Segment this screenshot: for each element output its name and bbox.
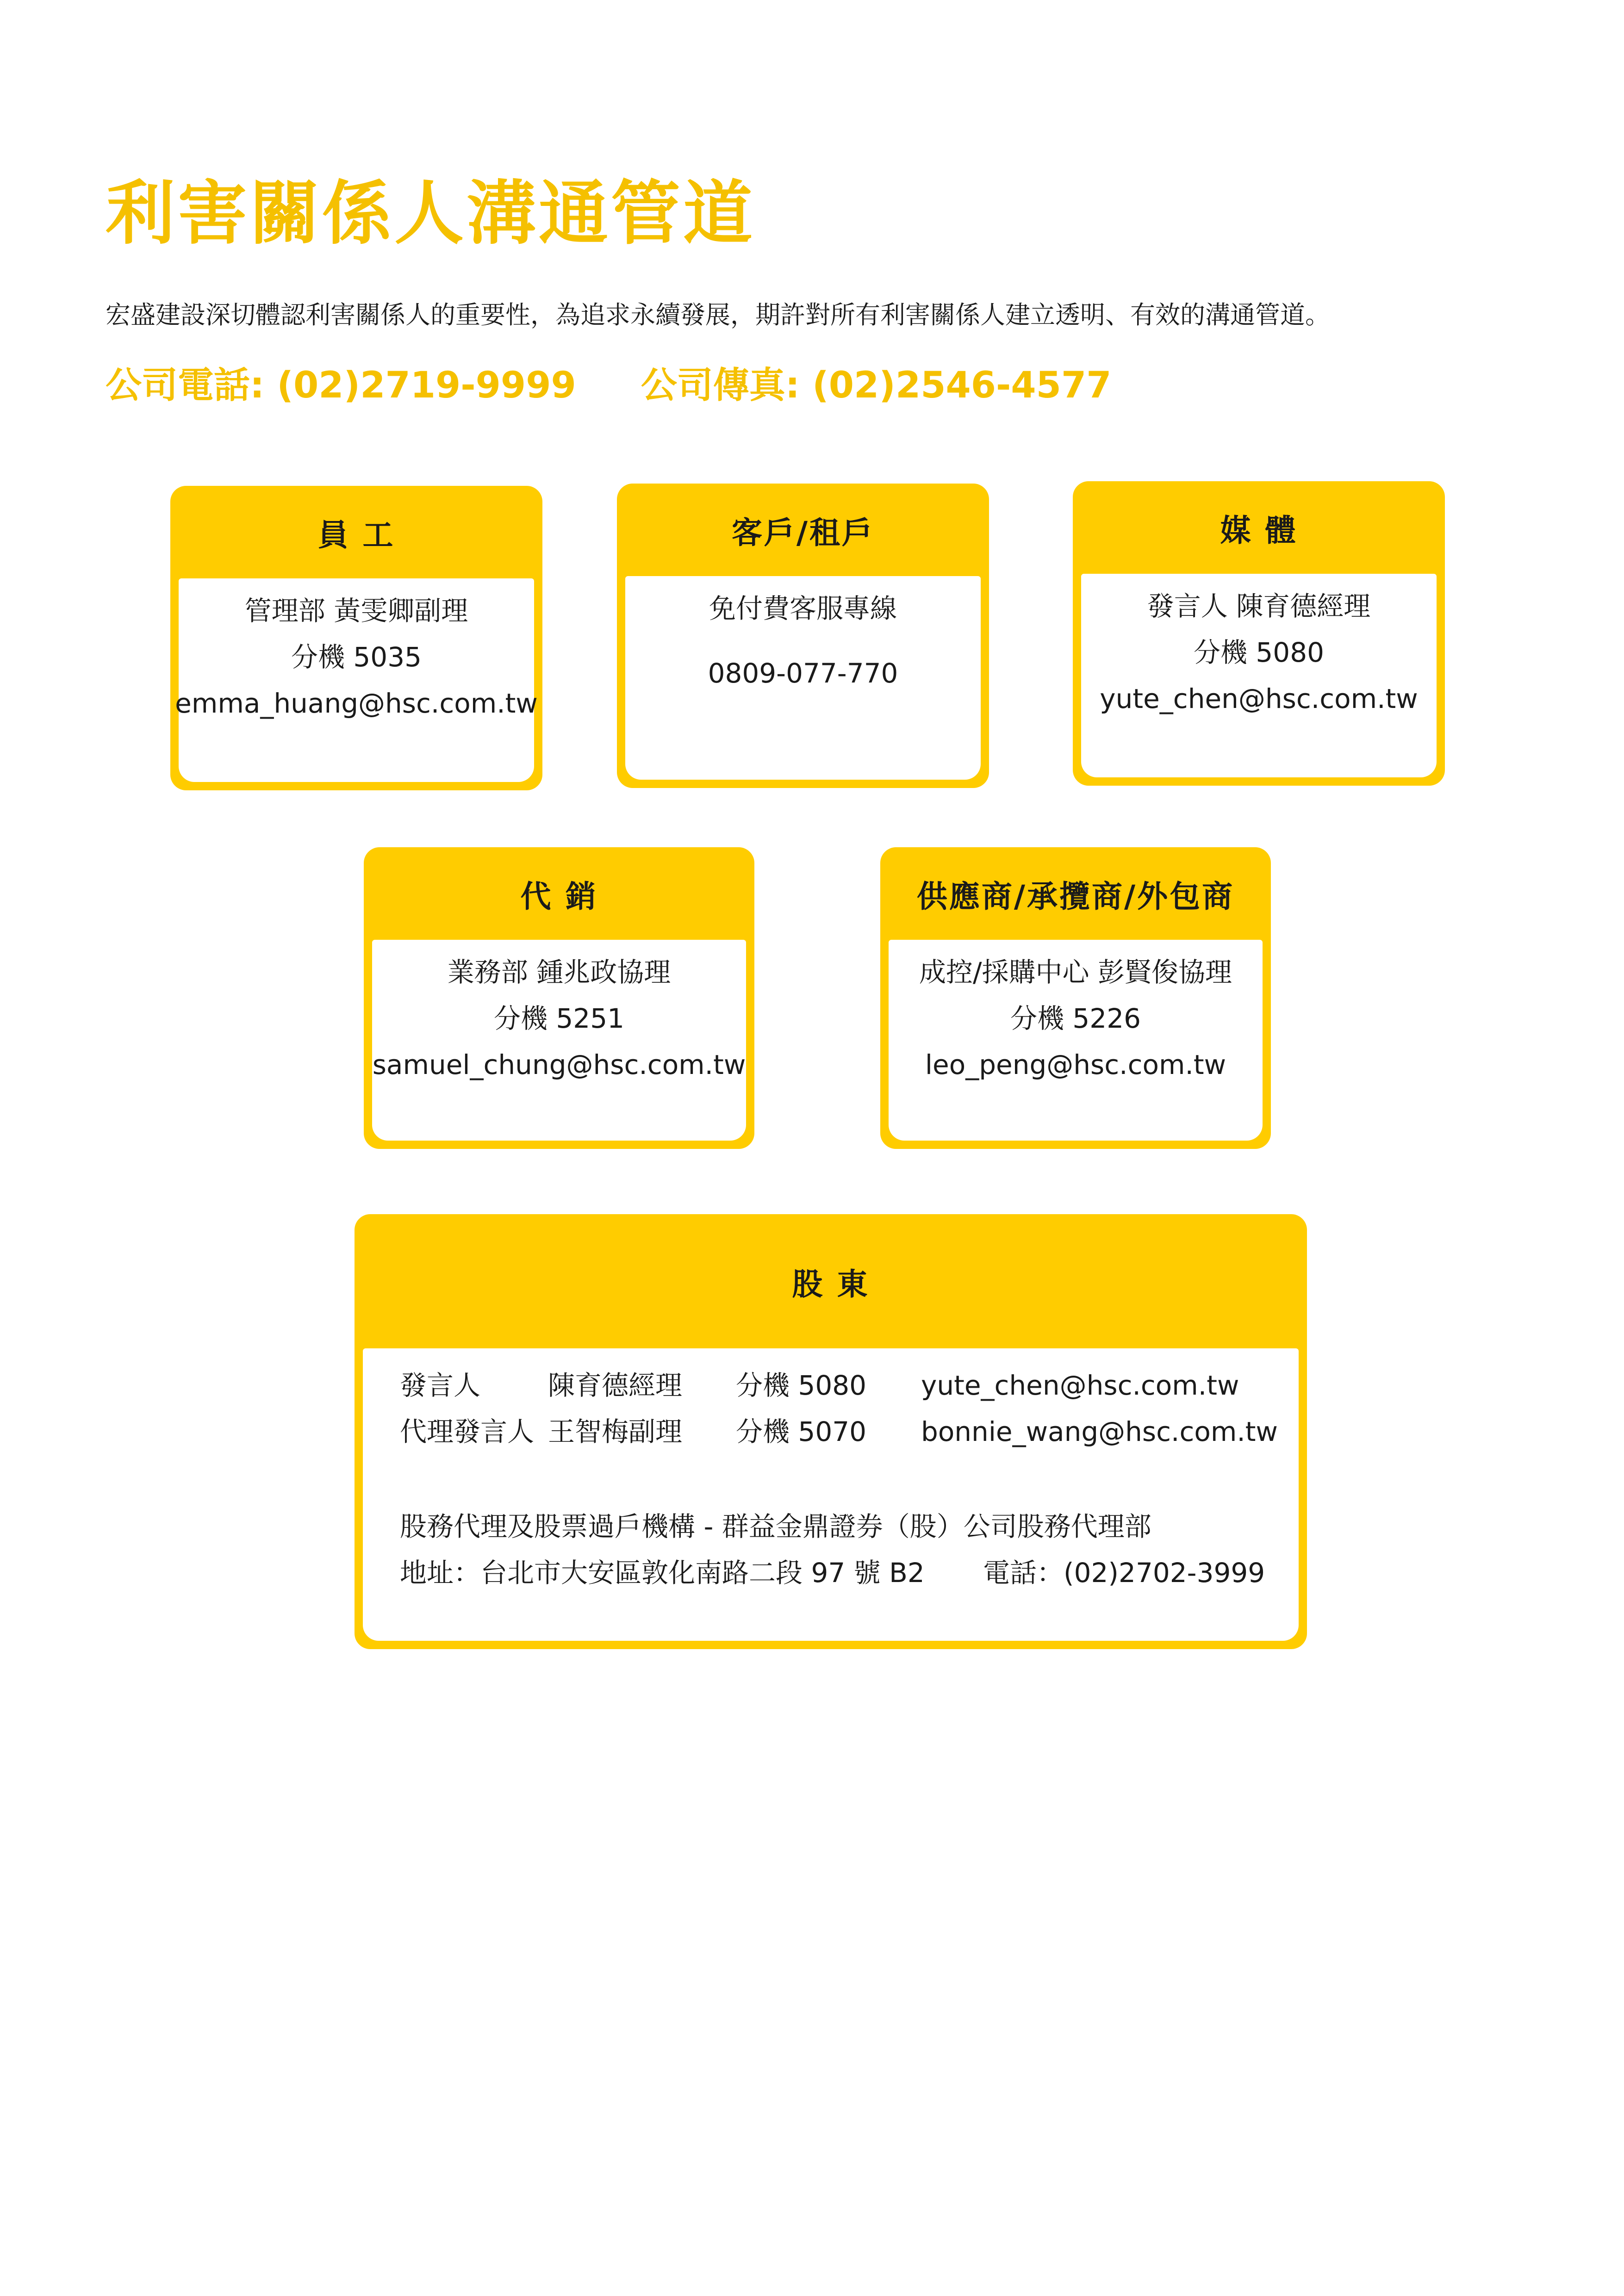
company-phone: 公司電話: (02)2719-9999 — [106, 365, 576, 406]
shareholder-role: 發言人 — [400, 1370, 481, 1401]
media-email[interactable]: yute_chen@hsc.com.tw — [1100, 683, 1418, 714]
card-employee-title: 員 工 — [317, 517, 395, 553]
card-employee — [170, 486, 542, 790]
shareholder-row — [400, 1409, 1299, 1455]
card-sales-body — [372, 940, 746, 1141]
intro-text: 宏盛建設深切體認利害關係人的重要性，為追求永續發展，期許對所有利害關係人建立透明、有效的溝通管道。 — [106, 300, 1330, 329]
company-contact — [106, 356, 1112, 408]
media-extension: 分機 5080 — [1193, 637, 1325, 668]
card-supplier — [880, 847, 1271, 1149]
card-customer — [617, 484, 989, 788]
card-supplier-body — [889, 940, 1263, 1141]
media-contact-person: 發言人 陳育德經理 — [1147, 590, 1371, 622]
sales-email[interactable]: samuel_chung@hsc.com.tw — [372, 1049, 746, 1080]
shareholder-email[interactable]: bonnie_wang@hsc.com.tw — [921, 1416, 1278, 1447]
stock-agent-address: 地址：台北市大安區敦化南路二段 97 號 B2 — [400, 1557, 925, 1589]
spacer — [400, 1455, 1299, 1503]
employee-email[interactable]: emma_huang@hsc.com.tw — [175, 688, 538, 719]
card-customer-title: 客戶/租戶 — [731, 515, 875, 551]
shareholder-name: 王智梅副理 — [548, 1416, 683, 1447]
stock-agent: 股務代理及股票過戶機構 - 群益金鼎證券（股）公司股務代理部 — [400, 1511, 1151, 1542]
card-sales — [364, 847, 754, 1149]
card-customer-body — [625, 576, 981, 780]
stock-agent-contact — [400, 1550, 1299, 1596]
employee-extension: 分機 5035 — [291, 641, 422, 673]
employee-contact-person: 管理部 黃雯卿副理 — [244, 595, 468, 627]
card-supplier-title: 供應商/承攬商/外包商 — [916, 878, 1235, 914]
card-media — [1073, 481, 1445, 786]
shareholder-email[interactable]: yute_chen@hsc.com.tw — [921, 1370, 1239, 1401]
card-shareholder-body — [363, 1348, 1299, 1641]
sales-contact-person: 業務部 鍾兆政協理 — [447, 956, 671, 988]
stock-agent-phone[interactable]: 電話：(02)2702-3999 — [983, 1557, 1265, 1589]
shareholder-row — [400, 1362, 1299, 1409]
supplier-email[interactable]: leo_peng@hsc.com.tw — [925, 1049, 1226, 1080]
supplier-extension: 分機 5226 — [1010, 1003, 1141, 1034]
card-media-body — [1081, 574, 1437, 777]
supplier-contact-person: 成控/採購中心 彭賢俊協理 — [919, 956, 1232, 988]
card-sales-title: 代 銷 — [520, 878, 598, 914]
card-employee-body — [175, 578, 538, 782]
customer-service-phone[interactable]: 0809-077-770 — [708, 658, 898, 689]
shareholder-role: 代理發言人 — [400, 1416, 535, 1447]
card-shareholder-title: 股 東 — [792, 1266, 870, 1302]
page-title: 利害關係人溝通管道 — [106, 174, 756, 254]
shareholder-extension: 分機 5070 — [736, 1416, 867, 1447]
sales-extension: 分機 5251 — [493, 1003, 625, 1034]
company-fax: 公司傳真: (02)2546-4577 — [641, 365, 1112, 406]
customer-service-label: 免付費客服專線 — [709, 593, 897, 624]
shareholder-extension: 分機 5080 — [736, 1370, 867, 1401]
shareholder-name: 陳育德經理 — [548, 1370, 683, 1401]
card-media-title: 媒 體 — [1220, 512, 1298, 548]
card-shareholder — [355, 1214, 1307, 1649]
